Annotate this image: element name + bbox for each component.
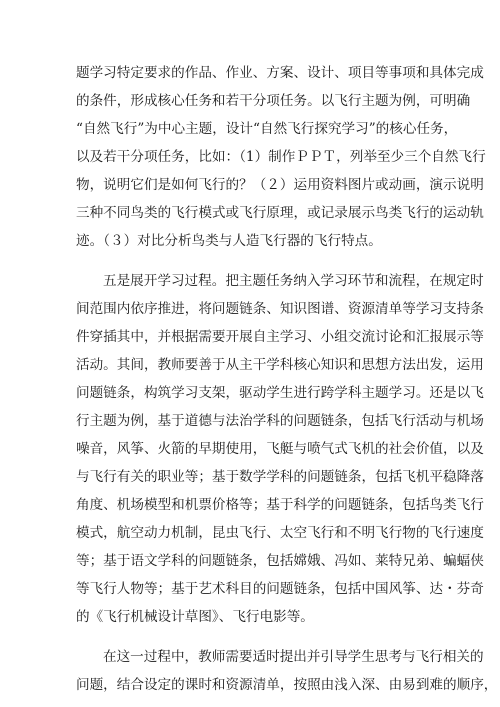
text-line: 噪音，风筝、火箭的早期使用，飞艇与喷气式飞机的社会价值，以及 [76, 441, 484, 457]
text-line: 三种不同鸟类的飞行模式或飞行原理，或记录展示鸟类飞行的运动轨 [76, 205, 484, 221]
text-line: 问题链条，构筑学习支架，驱动学生进行跨学科主题学习。还是以飞 [76, 385, 484, 401]
text-line: 角度、机场模型和机票价格等；基于科学的问题链条，包括鸟类飞行 [76, 497, 484, 513]
paragraph-tasks [76, 59, 486, 255]
paragraph-learning-process [76, 267, 484, 631]
text-line: 以及若干分项任务，比如：（1）制作ＰＰＴ，列举至少三个自然飞行 [76, 149, 486, 165]
text-line: 的条件，形成核心任务和若干分项任务。以飞行主题为例，可明确 [76, 93, 471, 109]
text-line: 活动。其间，教师要善于从主干学科核心知识和思想方法出发，运用 [76, 357, 484, 373]
text-line: 迹。（３）对比分析鸟类与人造飞行器的飞行特点。 [76, 233, 382, 249]
text-line: 物，说明它们是如何飞行的？（２）运用资料图片或动画，演示说明 [76, 177, 484, 193]
text-line: 五是展开学习过程。把主题任务纳入学习环节和流程，在规定时 [103, 273, 484, 289]
text-line: 等；基于语文学科的问题链条，包括嫦娥、冯如、莱特兄弟、蝙蝠侠 [76, 553, 484, 569]
paragraph-teacher-guidance [76, 643, 498, 699]
paragraph-gap [76, 255, 430, 267]
text-line: 与飞行有关的职业等；基于数学学科的问题链条，包括飞机平稳降落 [76, 469, 484, 485]
text-line: 模式，航空动力机制，昆虫飞行、太空飞行和不明飞行物的飞行速度 [76, 525, 484, 541]
text-line: 间范围内依序推进，将问题链条、知识图谱、资源清单等学习支持条 [76, 301, 484, 317]
text-line: 问题，结合设定的课时和资源清单，按照由浅入深、由易到难的顺序， [76, 677, 498, 693]
text-line: 件穿插其中，并根据需要开展自主学习、小组交流讨论和汇报展示等 [76, 329, 484, 345]
text-line: 等飞行人物等；基于艺术科目的问题链条，包括中国风筝、达・芬奇 [76, 581, 484, 597]
text-line: 的《飞行机械设计草图》、飞行电影等。 [76, 609, 314, 625]
text-line: 行主题为例，基于道德与法治学科的问题链条，包括飞行活动与机场 [76, 413, 484, 429]
text-line: 在这一过程中，教师需要适时提出并引导学生思考与飞行相关的 [103, 649, 484, 665]
paragraph-gap [76, 631, 430, 643]
text-line: 题学习特定要求的作品、作业、方案、设计、项目等事项和具体完成 [76, 65, 484, 81]
body-text [76, 59, 498, 699]
text-line: “自然飞行”为中心主题，设计“自然飞行探究学习”的核心任务， [76, 121, 458, 137]
